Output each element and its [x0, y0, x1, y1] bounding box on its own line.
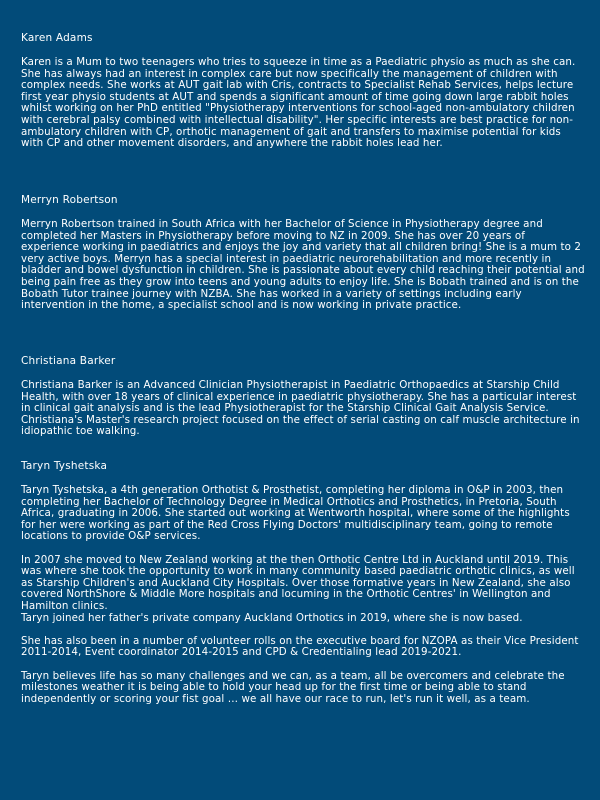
profile-taryn-tyshetska — [21, 460, 586, 705]
profile-bio: Christiana Barker is an Advanced Clinician Physiotherapist in Paediatric Orthopaedics at Starship Child Health, with over 18 years of clinical experience in paediatric physiotherapy. She has a particular interest in clinical gait analysis and is the lead Physiotherapist for the Starship Clinical Gait Analysis Service. Christiana's Master's research project focused on the effect of serial casting on calf muscle architecture in idiopathic toe walking. — [21, 379, 580, 438]
profile-name: Taryn Tyshetska — [21, 460, 108, 472]
profile-karen-adams — [21, 32, 586, 150]
profile-name: Christiana Barker — [21, 355, 116, 367]
profile-bio: Merryn Robertson trained in South Africa with her Bachelor of Science in Physiotherapy degree and completed her Masters in Physiotherapy before moving to NZ in 2009. She has over 20 years of experience working in paediatrics and enjoys the joy and variety that all children bring! She is a mum to 2 very active boys. Merryn has a special interest in paediatric neurorehabilitation and more recently in bladder and bowel dysfunction in children. She is passionate about every child reaching their potential and being pain free as they grow into teens and young adults to enjoy life. She is Bobath trained and is on the Bobath Tutor trainee journey with NZBA. She has worked in a variety of settings including early intervention in the home, a specialist school and is now working in private practice. — [21, 218, 585, 312]
profile-bio-paragraph: Taryn Tyshetska, a 4th generation Orthotist & Prosthetist, completing her diploma in O&P in 2003, then completing her Bachelor of Technology Degree in Medical Orthotics and Prosthetics, in Pretoria, South Africa, graduating in 2006. She started out working at Wentworth hospital, where some of the highlights for her were working as part of the Red Cross Flying Doctors' multidisciplinary team, going to remote locations to provide O&P services. — [21, 484, 570, 543]
profile-bio-paragraph: Taryn believes life has so many challenges and we can, as a team, all be overcomers and celebrate the milestones weather it is being able to hold your head up for the first time or being able to stand independently or scoring your fist goal … we all have our race to run, let's run it well, as a team. — [21, 669, 565, 705]
profile-bio: Karen is a Mum to two teenagers who tries to squeeze in time as a Paediatric physio as much as she can. She has always had an interest in complex care but now specifically the management of children with complex needs. She works at AUT gait lab with Cris, contracts to Specialist Rehab Services, helps lecture first year physio students at AUT and spends a significant amount of time going down large rabbit holes whilst working on her PhD entitled "Physiotherapy interventions for school-aged non-ambulatory children with cerebral palsy combined with intellectual disability". Her specific interests are best practice for non-ambulatory children with CP, orthotic management of gait and transfers to maximise potential for kids with CP and other movement disorders, and anywhere the rabbit holes lead her. — [21, 56, 576, 150]
profile-merryn-robertson — [21, 194, 586, 312]
profile-name: Merryn Robertson — [21, 194, 118, 206]
profile-christiana-barker — [21, 355, 586, 438]
profile-bio-paragraph: She has also been in a number of volunteer rolls on the executive board for NZOPA as their Vice President 2011-2014, Event coordinator 2014-2015 and CPD & Credentialing lead 2019-2021. — [21, 634, 579, 659]
profile-bio-paragraph: In 2007 she moved to New Zealand working at the then Orthotic Centre Ltd in Auckland until 2019. This was where she took the opportunity to work in many community based paediatric orthotic clinics, as well as Starship Children's and Auckland City Hospitals. Over those formative years in New Zealand, she also covered NorthShore & Middle More hospitals and locuming in the Orthotic Centres' in Wellington and Hamilton clinics. Taryn joined her father's private company Auckland Orthotics in 2019, where she is now based. — [21, 553, 575, 624]
profile-name: Karen Adams — [21, 32, 93, 44]
